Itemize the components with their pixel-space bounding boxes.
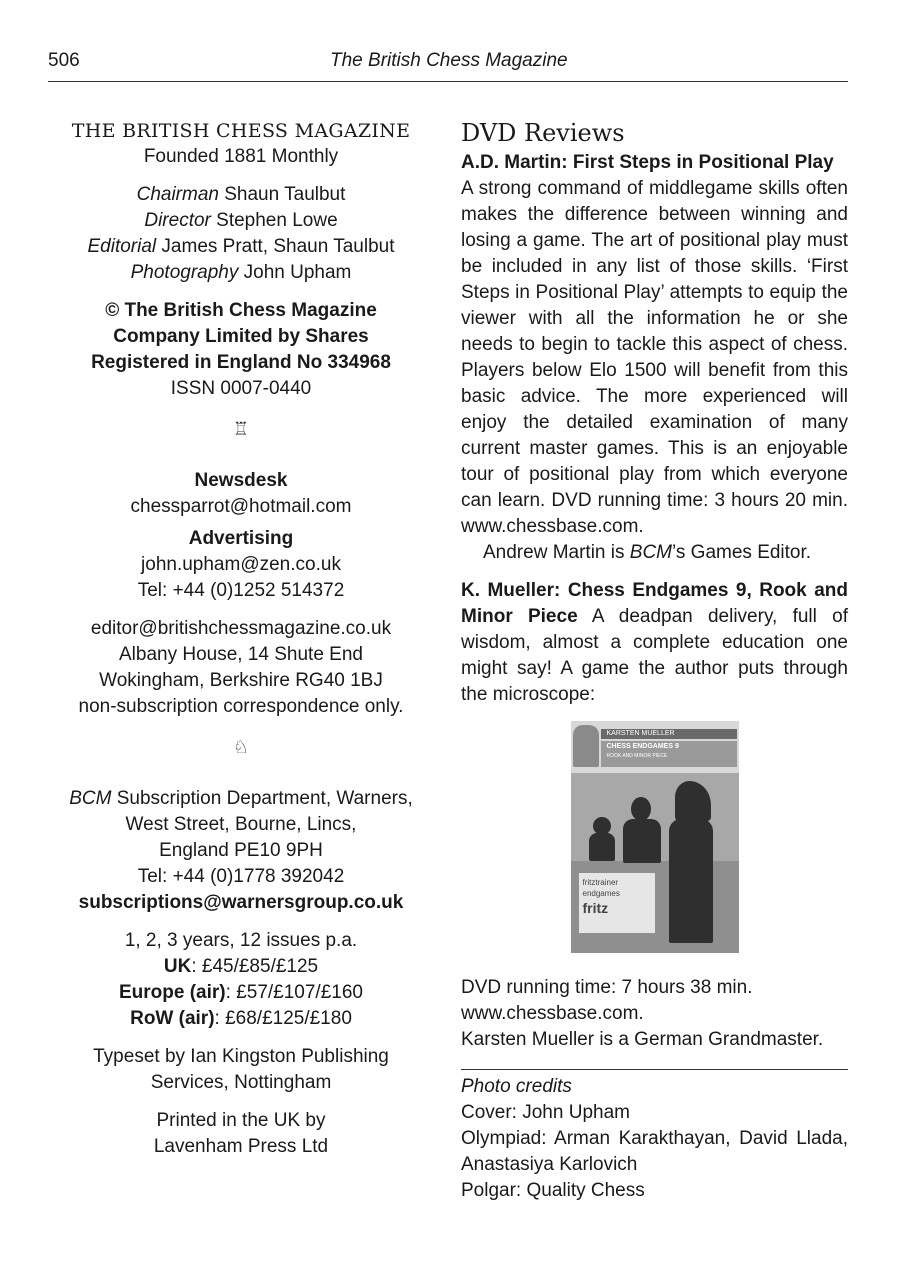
rate-europe: [52, 980, 430, 1006]
staff-name: Shaun Taulbut: [218, 184, 346, 205]
staff-role: Director: [144, 210, 211, 231]
fritz-logo: [579, 873, 655, 933]
editor-email: editor@britishchessmagazine.co.uk: [90, 618, 392, 639]
subscription-email: subscriptions@warnersgroup.co.uk: [78, 892, 404, 913]
company-line: Company Limited by Shares: [113, 326, 369, 347]
subscription-address: England PE10 9PH: [159, 840, 323, 861]
man-figure: [623, 819, 661, 863]
knight-figure: [669, 819, 713, 943]
copyright-line: © The British Chess Magazine: [105, 300, 377, 321]
rate-row: [52, 1006, 430, 1032]
typeset-line: Services, Nottingham: [150, 1072, 332, 1093]
note-text: ’s Games Editor.: [672, 542, 812, 563]
bcm-abbrev: BCM: [69, 788, 112, 809]
knight-icon: ♘: [232, 737, 250, 757]
staff-role: Editorial: [87, 236, 157, 257]
credits-divider: [461, 1069, 848, 1070]
author-photo: [573, 725, 599, 767]
caption-line: Karsten Mueller is a German Grandmaster.: [461, 1029, 824, 1050]
rate-uk: [52, 954, 430, 980]
dvd-reviews-column: [461, 118, 848, 1204]
logo-line: fritz: [582, 900, 609, 916]
review-title: A.D. Martin: First Steps in Positional Play: [461, 152, 834, 173]
rate-price: : £68/£125/£180: [214, 1008, 352, 1029]
advertising-label: Advertising: [188, 528, 294, 549]
newsdesk-label: Newsdesk: [194, 470, 288, 491]
header-divider: [48, 81, 848, 82]
advertising-tel: Tel: +44 (0)1252 514372: [137, 580, 345, 601]
rook-icon: ♖: [232, 419, 250, 439]
review-title: K. Mueller: Chess Endgames 9, Rook and Minor Piece: [461, 580, 848, 627]
rate-region: RoW (air): [130, 1008, 215, 1029]
reviewer-note: [461, 540, 848, 566]
credit-line: Olympiad: Arman Karakthayan, David Llada, Anastasiya Karlovich: [461, 1128, 848, 1175]
subscription-terms: 1, 2, 3 years, 12 issues p.a.: [124, 930, 358, 951]
rate-region: Europe (air): [119, 982, 226, 1003]
address-note: non-subscription correspondence only.: [78, 696, 404, 717]
credit-line: Polgar: Quality Chess: [461, 1180, 645, 1201]
staff-role: Chairman: [136, 184, 219, 205]
credit-line: Cover: John Upham: [461, 1102, 630, 1123]
rate-region: UK: [163, 956, 192, 977]
page-header: [48, 50, 848, 76]
review-body: A deadpan delivery, full of wisdom, almost a complete education one might say! A game the author puts through the microscope:: [461, 606, 848, 705]
review-body: A strong command of middlegame skills often makes the difference between winning and losing a game. The art of positional play must be included in any list of those skills. ‘First Steps in Positional Play’ attempts to equip the viewer with all the information he or she needs to begin to tackle this aspect of chess. Players below Elo 1500 will benefit from this basic advice. The more experienced will enjoy the detailed examination of many current master games. This is an enjoyable tour of positional play from which everyone can learn. DVD running time: 3 hours 20 min. www.chessbase.com.: [461, 178, 848, 537]
subscription-dept: [52, 786, 430, 812]
photo-credits: [461, 1074, 848, 1204]
staff-director: [52, 208, 430, 234]
staff-name: John Upham: [238, 262, 352, 283]
bcm-abbrev: BCM: [629, 542, 673, 563]
advertising-email: john.upham@zen.co.uk: [141, 554, 341, 575]
printed-line: Printed in the UK by: [156, 1110, 326, 1131]
staff-chairman: [52, 182, 430, 208]
man-figure: [631, 797, 651, 821]
caption-line: www.chessbase.com.: [461, 1003, 644, 1024]
newsdesk-email: chessparrot@hotmail.com: [130, 496, 352, 517]
subscription-address: West Street, Bourne, Lincs,: [125, 814, 357, 835]
review-caption: [461, 975, 848, 1053]
staff-photography: [52, 260, 430, 286]
cover-author: KARSTEN MUELLER: [601, 729, 737, 739]
founded-line: Founded 1881 Monthly: [143, 146, 339, 167]
caption-line: DVD running time: 7 hours 38 min.: [461, 977, 753, 998]
review-2: [461, 578, 848, 708]
printed-line: Lavenham Press Ltd: [153, 1136, 329, 1157]
logo-line: fritztrainer: [582, 878, 619, 887]
dvd-cover-wrap: [461, 721, 848, 961]
page-number: 506: [48, 50, 80, 71]
rate-price: : £45/£85/£125: [191, 956, 319, 977]
registration-line: Registered in England No 334968: [91, 352, 391, 373]
address-line: Wokingham, Berkshire RG40 1BJ: [99, 670, 383, 691]
typeset-line: Typeset by Ian Kingston Publishing: [93, 1046, 389, 1067]
dept-text: Subscription Department, Warners,: [111, 788, 413, 809]
issn: ISSN 0007-0440: [170, 378, 312, 399]
staff-name: Stephen Lowe: [210, 210, 338, 231]
note-text: Andrew Martin is: [483, 542, 630, 563]
cover-title: [601, 741, 737, 767]
cover-subtitle-text: ROOK AND MINOR PIECE: [606, 753, 668, 759]
credits-heading: Photo credits: [461, 1076, 572, 1097]
section-heading: DVD Reviews: [461, 119, 625, 147]
staff-editorial: [52, 234, 430, 260]
staff-role: Photography: [130, 262, 239, 283]
subscription-tel: Tel: +44 (0)1778 392042: [137, 866, 345, 887]
masthead-title: THE BRITISH CHESS MAGAZINE: [71, 120, 411, 142]
masthead-column: [52, 118, 430, 1160]
dvd-cover-image: [571, 721, 739, 953]
rate-price: : £57/£107/£160: [225, 982, 363, 1003]
logo-line: endgames: [582, 889, 620, 898]
running-title: The British Chess Magazine: [330, 50, 568, 71]
address-line: Albany House, 14 Shute End: [118, 644, 363, 665]
staff-name: James Pratt, Shaun Taulbut: [156, 236, 395, 257]
king-figure: [589, 833, 615, 861]
cover-title-text: CHESS ENDGAMES 9: [606, 743, 679, 750]
